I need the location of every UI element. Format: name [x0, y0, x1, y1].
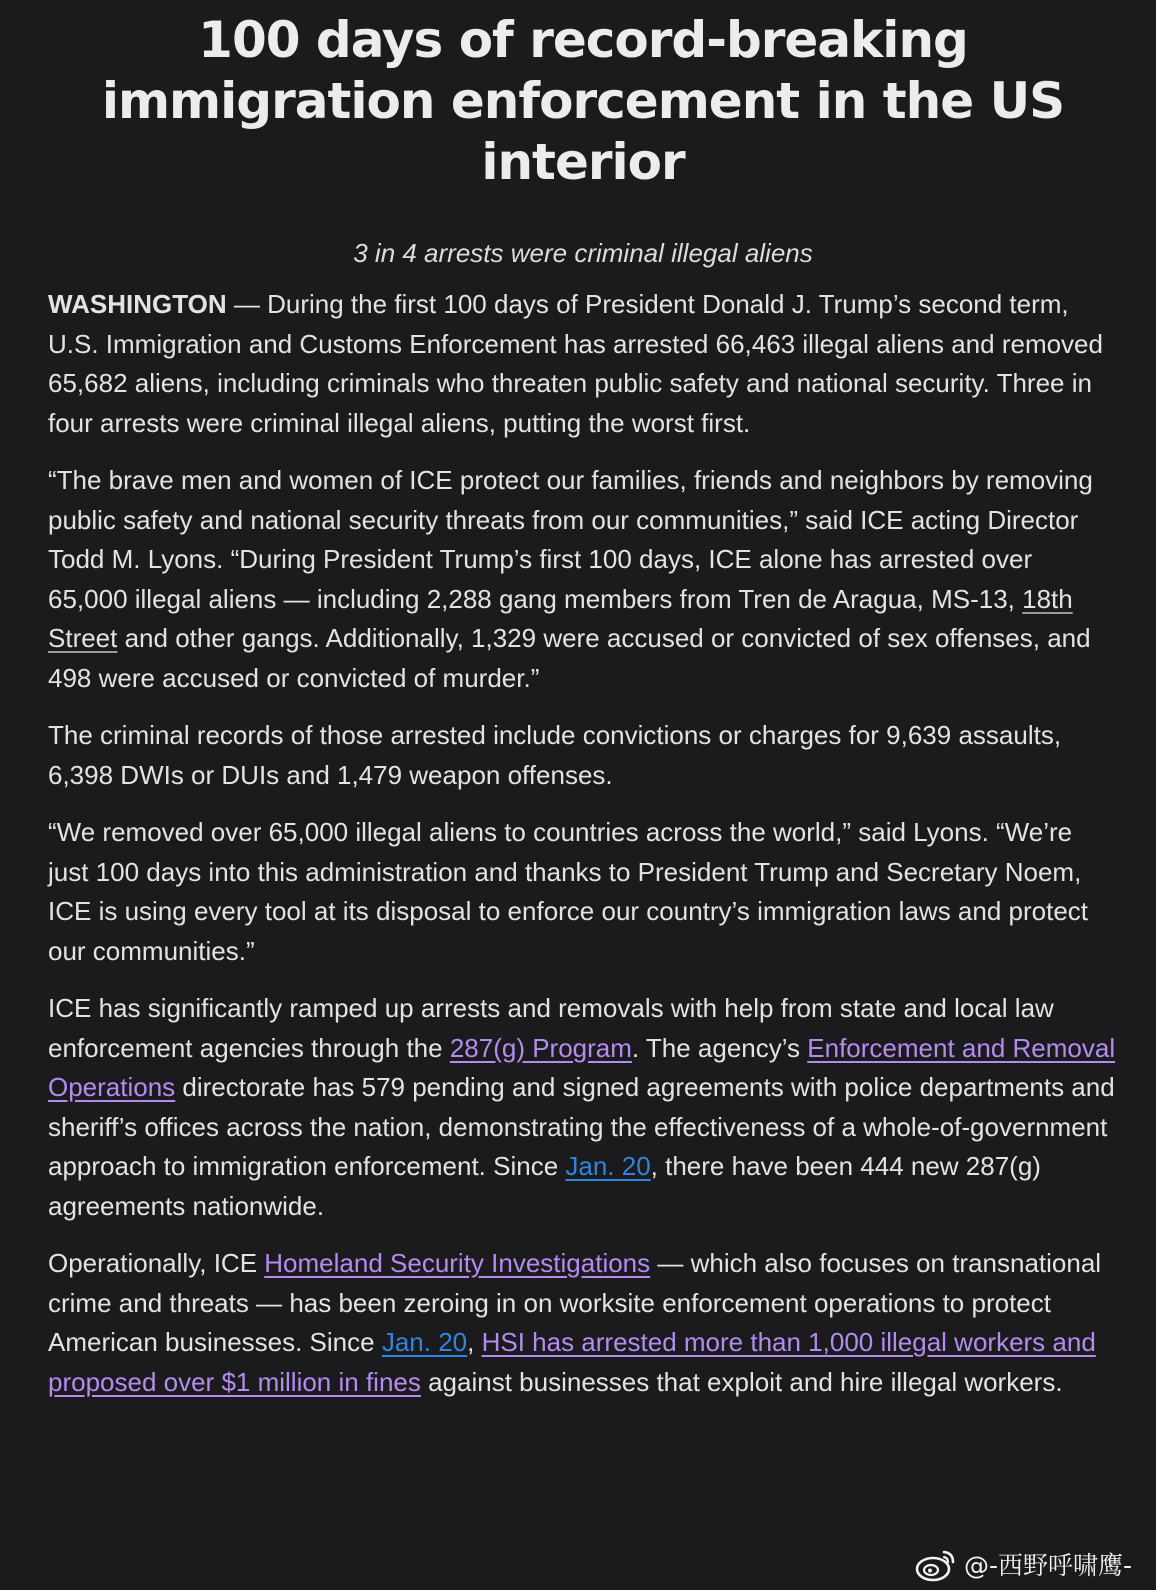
link-hsi-arrests[interactable]: HSI has arrested more than 1,000 illegal workers and proposed over $1 million in fines — [48, 1327, 1096, 1397]
paragraph-text: ICE has significantly ramped up arrests and removals with help from state and local law enforcement agencies through the — [48, 993, 1054, 1063]
link-jan-20[interactable]: Jan. 20 — [565, 1151, 651, 1181]
article-subtitle: 3 in 4 arrests were criminal illegal aliens — [353, 238, 813, 268]
watermark — [914, 1546, 1132, 1582]
paragraph-text: and other gangs. Additionally, 1,329 were accused or convicted of sex offenses, and 498 were accused or convicted of murder.” — [48, 623, 1091, 693]
link-287g-program[interactable]: 287(g) Program — [449, 1032, 632, 1063]
link-18th-street[interactable]: 18th Street — [48, 583, 1073, 653]
link-homeland-security-investigations[interactable]: Homeland Security Investigations — [264, 1248, 651, 1278]
link-jan-20-hsi[interactable]: Jan. 20 — [381, 1327, 468, 1357]
paragraph-intro — [48, 285, 1118, 443]
paragraph-text: , there have been 444 new 287(g) agreements nationwide. — [48, 1151, 1041, 1221]
paragraph-text: — During the first 100 days of President Donald J. Trump’s second term, U.S. Immigration and Customs Enforcement has arrested 66,463 illegal aliens and removed 65,682 aliens, including criminals who threaten public safety and national security. Three in four arrests were criminal illegal aliens, putting the worst first. — [48, 289, 1103, 438]
dateline: WASHINGTON — [48, 289, 227, 319]
link-enforcement-removal-operations[interactable]: Enforcement and Removal Operations — [48, 1032, 1116, 1102]
paragraph-text: against businesses that exploit and hire illegal workers. — [420, 1366, 1063, 1397]
article-title: 100 days of record-breaking immigration enforcement in the US interior — [101, 11, 1065, 191]
paragraph-criminal-records: The criminal records of those arrested include convictions or charges for 9,639 assaults, 6,398 DWIs or DUIs and 1,479 weapon offenses. — [48, 720, 1062, 790]
paragraph-text: . The agency’s — [631, 1032, 808, 1063]
weibo-icon — [914, 1546, 958, 1582]
paragraph-text: directorate has 579 pending and signed agreements with police departments and sheriff’s offices across the nation, demonstrating the effectiveness of a whole-of-government approach to immigration enforcement. Since — [48, 1072, 1115, 1181]
article — [48, 10, 1118, 1420]
paragraph-hsi — [48, 1244, 1118, 1402]
watermark-text: @-西野呼啸鹰- — [963, 1551, 1132, 1580]
paragraph-text: Operationally, ICE — [48, 1248, 265, 1278]
paragraph-text: , — [467, 1327, 482, 1357]
paragraph-removals-quote: “We removed over 65,000 illegal aliens to countries across the world,” said Lyons. “We’re just 100 days into this administration and thanks to President Trump and Secretary Noem, ICE is using every tool at its disposal to enforce our country’s immigration laws and protect our communities.” — [48, 817, 1088, 966]
paragraph-text: “The brave men and women of ICE protect our families, friends and neighbors by removing public safety and national security threats from our communities,” said ICE acting Director Todd M. Lyons. “During President Trump’s first 100 days, ICE alone has arrested over 65,000 illegal aliens — including 2,288 gang members from Tren de Aragua, MS-13, — [48, 465, 1093, 614]
paragraph-287g — [48, 989, 1118, 1226]
paragraph-lyons-quote — [48, 461, 1118, 698]
paragraph-text: — which also focuses on transnational crime and threats — has been zeroing in on worksite enforcement operations to protect American businesses. Since — [48, 1248, 1102, 1357]
